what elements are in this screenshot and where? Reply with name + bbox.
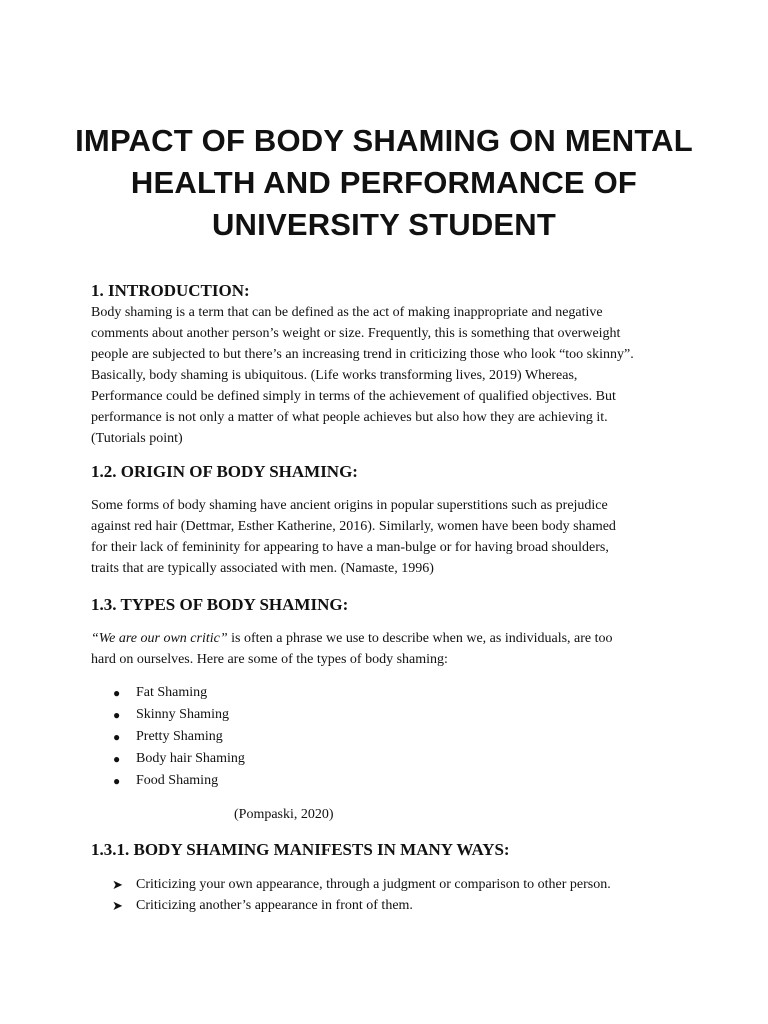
paragraph-line: hard on ourselves. Here are some of the types of body shaming: <box>91 652 448 667</box>
title-line: IMPACT OF BODY SHAMING ON MENTAL <box>75 123 693 158</box>
types-citation: (Pompaski, 2020) <box>234 807 334 822</box>
arrow-bullet-icon: ➤ <box>112 877 123 892</box>
quote-continuation: is often a phrase we use to describe when we, as individuals, are too <box>227 631 613 646</box>
paragraph-line: Performance could be defined simply in terms of the achievement of qualified objectives. But <box>91 389 616 404</box>
list-item-text: Fat Shaming <box>136 685 208 700</box>
quote-text: “We are our own critic” <box>91 631 228 646</box>
bullet-icon: ● <box>113 730 121 744</box>
types-heading: 1.3. TYPES OF BODY SHAMING: <box>91 595 349 614</box>
paragraph-line: comments about another person’s weight or size. Frequently, this is something that overweight <box>91 326 621 341</box>
manifests-heading: 1.3.1. BODY SHAMING MANIFESTS IN MANY WAYS: <box>91 840 510 859</box>
types-paragraph <box>91 628 691 670</box>
list-item-text: Skinny Shaming <box>136 707 229 722</box>
document-title <box>60 120 708 246</box>
paragraph-line <box>91 628 691 649</box>
origin-paragraph <box>91 495 691 579</box>
introduction-paragraph <box>91 302 691 449</box>
paragraph-line: Basically, body shaming is ubiquitous. (Life works transforming lives, 2019) Whereas, <box>91 368 578 383</box>
list-item-text: Criticizing another’s appearance in front of them. <box>136 898 413 913</box>
list-item-text: Criticizing your own appearance, through a judgment or comparison to other person. <box>136 877 611 892</box>
paragraph-line: Some forms of body shaming have ancient origins in popular superstitions such as prejudice <box>91 498 608 513</box>
list-item-text: Body hair Shaming <box>136 751 245 766</box>
bullet-icon: ● <box>113 708 121 722</box>
title-line: HEALTH AND PERFORMANCE OF <box>130 165 638 200</box>
origin-heading: 1.2. ORIGIN OF BODY SHAMING: <box>91 462 358 481</box>
list-item-text: Food Shaming <box>136 773 219 788</box>
title-line: UNIVERSITY STUDENT <box>211 207 557 242</box>
paragraph-line: traits that are typically associated with men. (Namaste, 1996) <box>91 561 434 576</box>
paragraph-line: people are subjected to but there’s an increasing trend in criticizing those who look “too skinny”. <box>91 347 634 362</box>
list-item-text: Pretty Shaming <box>136 729 223 744</box>
bullet-icon: ● <box>113 686 121 700</box>
paragraph-line: Body shaming is a term that can be defined as the act of making inappropriate and negative <box>91 305 603 320</box>
bullet-icon: ● <box>113 774 121 788</box>
bullet-icon: ● <box>113 752 121 766</box>
paragraph-line: for their lack of femininity for appearing to have a man-bulge or for having broad shoulders, <box>91 540 609 555</box>
paragraph-line: against red hair (Dettmar, Esther Katherine, 2016). Similarly, women have been body shamed <box>91 519 616 534</box>
paragraph-line: performance is not only a matter of what people achieves but also how they are achieving it. <box>91 410 608 425</box>
arrow-bullet-icon: ➤ <box>112 898 123 913</box>
paragraph-line: (Tutorials point) <box>91 431 183 446</box>
introduction-heading: 1. INTRODUCTION: <box>91 281 250 300</box>
